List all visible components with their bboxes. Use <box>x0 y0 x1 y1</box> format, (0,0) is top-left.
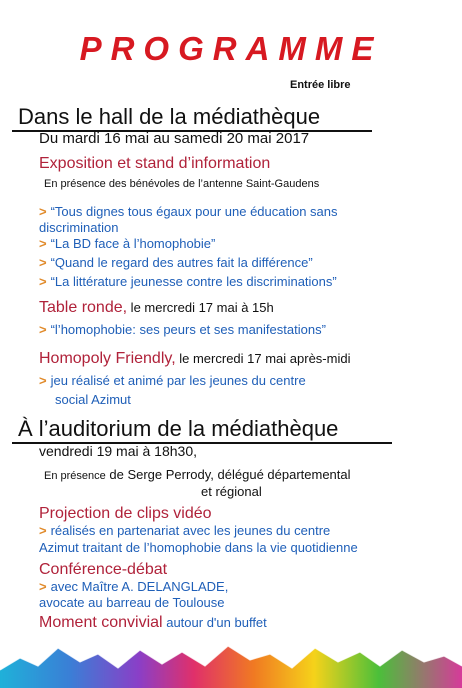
expo-item-2: > “La BD face à l’homophobie” <box>39 236 216 251</box>
conference-item-cont: avocate au barreau de Toulouse <box>39 595 225 610</box>
expo-item-1: > “Tous dignes tous égaux pour une éducation sans <box>39 204 338 219</box>
arrow-icon: > <box>39 579 47 594</box>
arrow-icon: > <box>39 373 47 388</box>
audi-heading: À l’auditorium de la médiathèque <box>18 416 339 441</box>
clips-item: > réalisés en partenariat avec les jeunes du centre <box>39 523 331 538</box>
arrow-icon: > <box>39 204 47 219</box>
hall-dates: Du mardi 16 mai au samedi 20 mai 2017 <box>39 130 310 147</box>
homopoly-item-cont: social Azimut <box>55 392 131 407</box>
clips-title: Projection de clips vidéo <box>39 505 212 522</box>
conference-title: Conférence-débat <box>39 561 168 578</box>
clips-item-cont: Azimut traitant de l’homophobie dans la vie quotidienne <box>39 540 358 555</box>
expo-title: Exposition et stand d’information <box>39 155 271 172</box>
hall-heading: Dans le hall de la médiathèque <box>18 104 321 129</box>
arrow-icon: > <box>39 274 47 289</box>
homopoly-item: > jeu réalisé et animé par les jeunes du centre <box>39 373 306 388</box>
arrow-icon: > <box>39 322 47 337</box>
homopoly: Homopoly Friendly, le mercredi 17 mai après-midi <box>39 350 351 367</box>
expo-item-4: > “La littérature jeunesse contre les discriminations” <box>39 274 337 289</box>
expo-item-3: > “Quand le regard des autres fait la différence” <box>39 255 313 270</box>
expo-item-1-cont: discrimination <box>39 220 119 235</box>
page-title: PROGRAMME <box>79 30 383 67</box>
audi-presence: En présence de Serge Perrody, délégué départemental <box>44 467 351 482</box>
entree-libre: Entrée libre <box>290 79 351 91</box>
audi-date: vendredi 19 mai à 18h30, <box>39 443 197 459</box>
audi-presence-cont: et régional <box>201 484 262 499</box>
conference-item: > avec Maître A. DELANGLADE, <box>39 579 229 594</box>
arrow-icon: > <box>39 523 47 538</box>
arrow-icon: > <box>39 255 47 270</box>
moment-convivial: Moment convivial autour d'un buffet <box>39 614 267 631</box>
rainbow-mountains-decoration <box>0 640 462 688</box>
table-ronde-item: > “l’homophobie: ses peurs et ses manifestations” <box>39 322 326 337</box>
expo-subtitle: En présence des bénévoles de l’antenne Saint-Gaudens <box>44 178 320 190</box>
arrow-icon: > <box>39 236 47 251</box>
table-ronde: Table ronde, le mercredi 17 mai à 15h <box>39 299 274 316</box>
